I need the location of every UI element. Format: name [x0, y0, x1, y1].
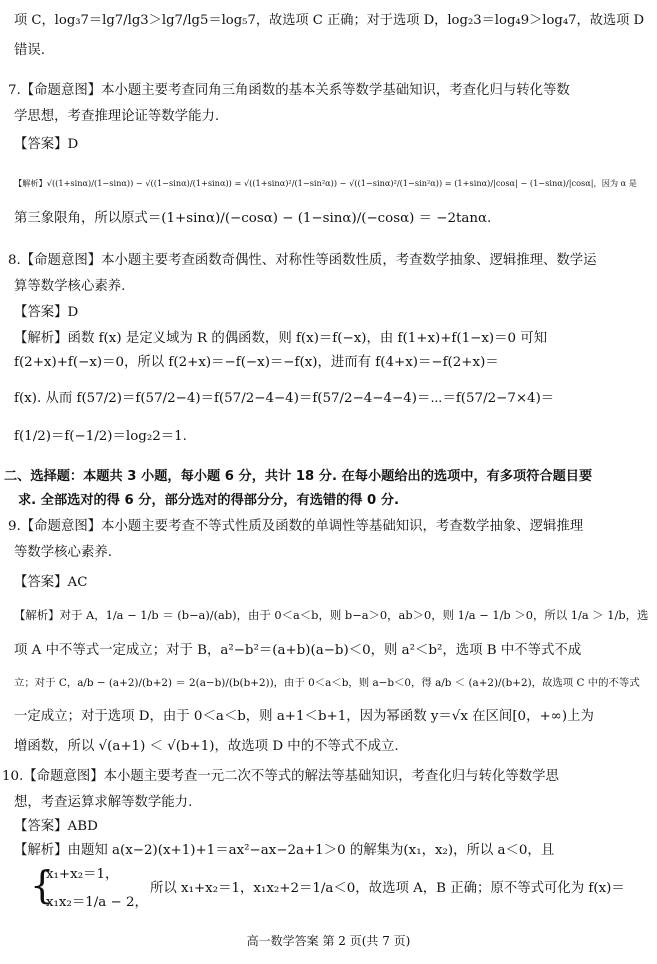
text-line: f(2+x)+f(−x)＝0，所以 f(2+x)＝−f(−x)＝−f(x)，进而有 f(4+x)＝−f(2+x)＝ — [14, 355, 499, 370]
text-line: 立；对于 C，a/b − (a+2)/(b+2) ＝ 2(a−b)/(b(b+2))，由于 0＜a＜b，则 a−b＜0，得 a/b ＜ (a+2)/(b+2)，故选项 C 中的不等式 — [14, 677, 640, 689]
q8-answer: 【答案】D — [14, 305, 79, 320]
text-line: 等数学核心素养. — [14, 545, 112, 560]
text-line: 算等数学核心素养. — [14, 279, 126, 294]
text-line: 所以 x₁+x₂＝1，x₁x₂+2＝1/a＜0，故选项 A，B 正确；原不等式可化为 f(x)＝ — [150, 881, 625, 896]
system-eq-1: x₁+x₂＝1， — [46, 867, 119, 882]
system-eq-2: x₁x₂＝1/a − 2， — [46, 895, 148, 910]
page-footer: 高一数学答案 第 2 页(共 7 页) — [246, 934, 411, 948]
q9-answer: 【答案】AC — [14, 575, 88, 590]
text-line: 第三象限角，所以原式＝(1+sinα)/(−cosα) − (1−sinα)/(−cosα) ＝ −2tanα. — [14, 211, 492, 226]
q8-intent: 8.【命题意图】本小题主要考查函数奇偶性、对称性等函数性质，考查数学抽象、逻辑推理、数学运 — [8, 253, 597, 268]
q9-intent: 9.【命题意图】本小题主要考查不等式性质及函数的单调性等基础知识，考查数学抽象、逻辑推理 — [8, 519, 584, 534]
text-line: 一定成立；对于选项 D，由于 0＜a＜b，则 a+1＜b+1，因为幂函数 y＝√x 在区间[0，+∞)上为 — [14, 709, 594, 724]
q10-intent: 10.【命题意图】本小题主要考查一元二次不等式的解法等基础知识，考查化归与转化等数学思 — [2, 769, 559, 784]
text-line: 学思想，考查推理论证等数学能力. — [14, 109, 220, 124]
text-line: 想，考查运算求解等数学能力. — [14, 795, 193, 810]
section-heading: 二、选择题：本题共 3 小题，每小题 6 分，共计 18 分. 在每小题给出的选项中，有多项符合题目要 — [4, 469, 593, 484]
text-line: 错误. — [14, 43, 46, 58]
text-line: f(x). 从而 f(57/2)＝f(57/2−4)＝f(57/2−4−4)＝f(57/2−4−4−4)＝⋯＝f(57/2−7×4)＝ — [14, 391, 555, 406]
q10-answer: 【答案】ABD — [14, 819, 98, 834]
section-heading-cont: 求. 全部选对的得 6 分，部分选对的得部分分，有选错的得 0 分. — [18, 493, 400, 508]
q9-solution: 【解析】对于 A，1/a − 1/b ＝ (b−a)/(ab)，由于 0＜a＜b，则 b−a＞0，ab＞0，则 1/a − 1/b ＞0，所以 1/a ＞ 1/b，选 — [14, 608, 649, 622]
text-line: f(1/2)＝f(−1/2)＝log₂2＝1. — [14, 429, 187, 444]
system-brace: { — [30, 863, 55, 907]
q7-solution: 【解析】√((1+sinα)/(1−sinα)) − √((1−sinα)/(1+sinα)) = √((1+sinα)²/(1−sin²α)) − √((1−sinα)²/(1−sin²α)) = (1+sinα)/|cosα| − (1−sinα)/|cosα|，因为 α 是 — [14, 178, 637, 188]
text-line: 项 C，log₃7＝lg7/lg3＞lg7/lg5＝log₅7，故选项 C 正确；对于选项 D，log₂3＝log₄9＞log₄7，故选项 D — [14, 13, 645, 28]
q8-solution: 【解析】函数 f(x) 是定义域为 R 的偶函数，则 f(x)＝f(−x)，由 f(1+x)+f(1−x)＝0 可知 — [14, 331, 548, 346]
q10-solution: 【解析】由题知 a(x−2)(x+1)+1＝ax²−ax−2a+1＞0 的解集为(x₁，x₂)，所以 a＜0，且 — [14, 843, 555, 858]
text-line: 项 A 中不等式一定成立；对于 B，a²−b²＝(a+b)(a−b)＜0，则 a²＜b²，选项 B 中不等式不成 — [14, 643, 582, 658]
text-line: 增函数，所以 √(a+1) ＜ √(b+1)，故选项 D 中的不等式不成立. — [14, 739, 399, 754]
q7-intent: 7.【命题意图】本小题主要考查同角三角函数的基本关系等数学基础知识，考查化归与转化等数 — [8, 83, 570, 98]
q7-answer: 【答案】D — [14, 137, 79, 152]
